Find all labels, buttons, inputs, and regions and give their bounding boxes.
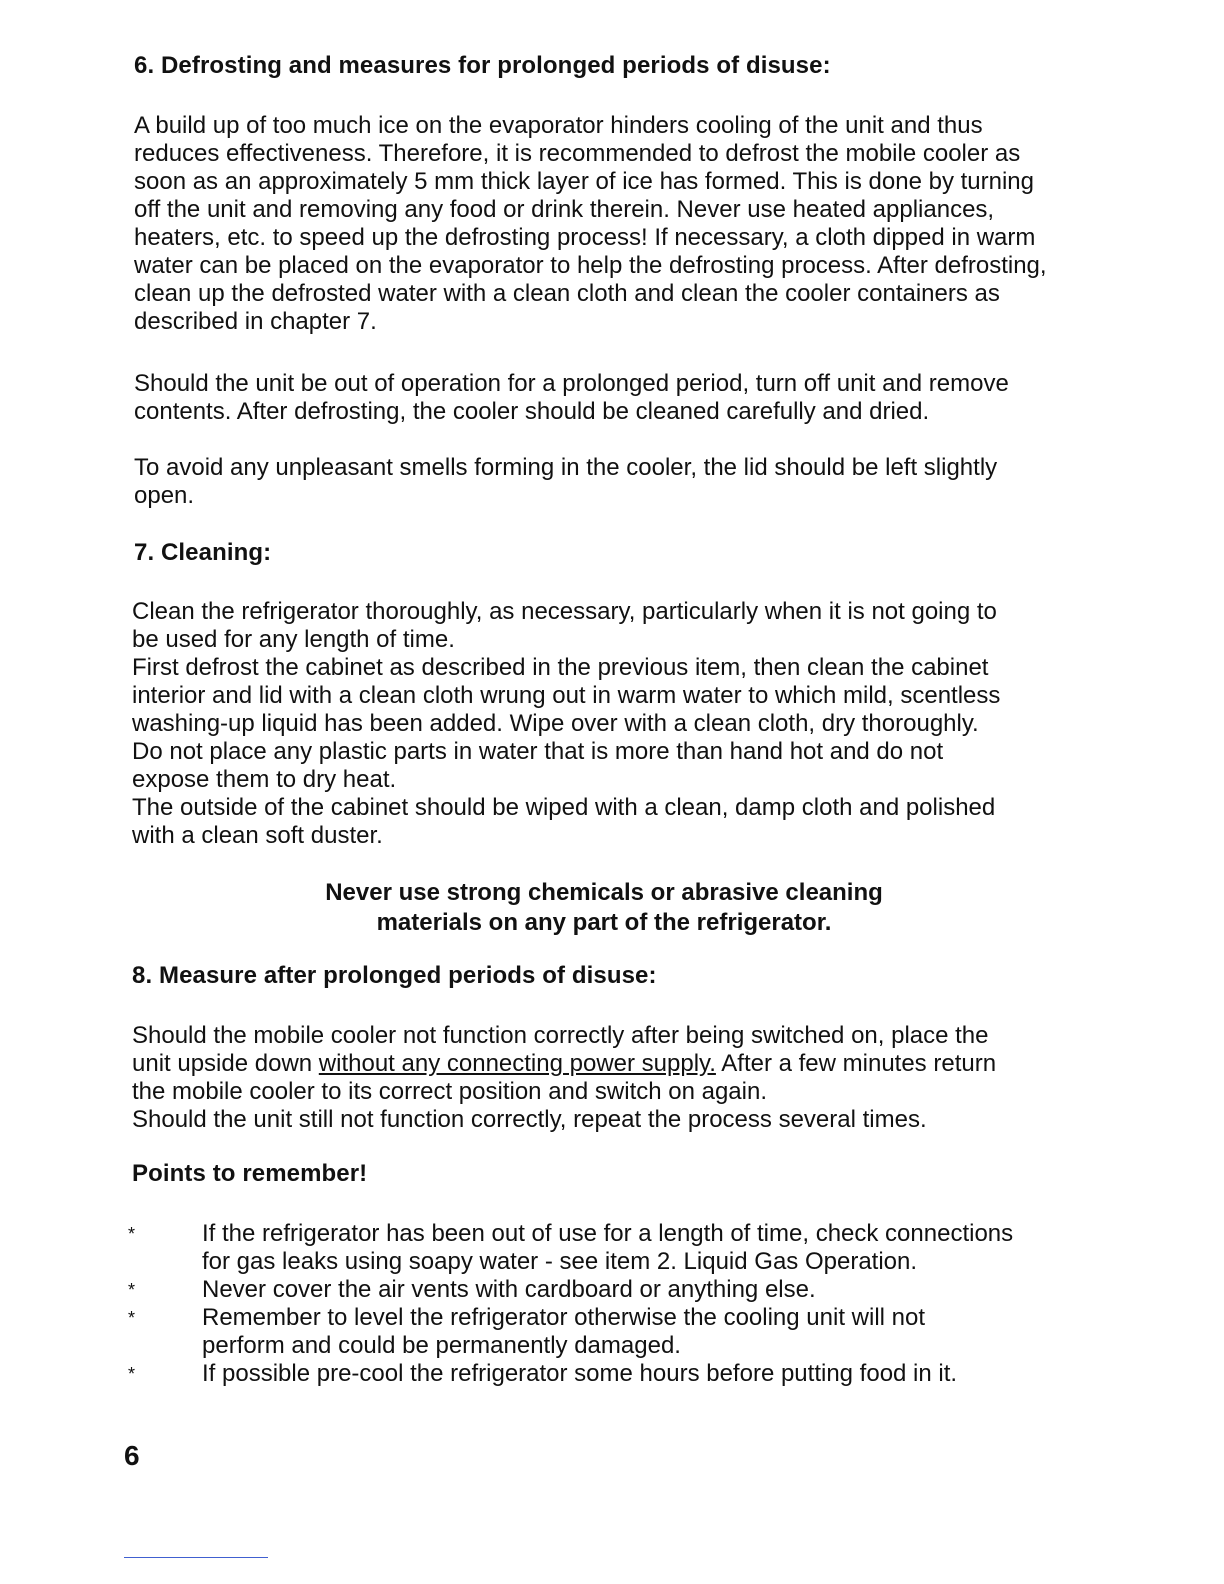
text-fragment: After a few minutes return xyxy=(715,1050,997,1077)
section-7-heading: 7. Cleaning: xyxy=(134,539,272,566)
text-line: Should the unit be out of operation for a prolonged period, turn off unit and remove xyxy=(134,370,1009,397)
list-item xyxy=(128,1276,1088,1304)
text-line: Should the unit still not function correctly, repeat the process several times. xyxy=(132,1106,927,1133)
text-line: for gas leaks using soapy water - see item 2. Liquid Gas Operation. xyxy=(202,1248,918,1275)
text-line: If the refrigerator has been out of use for a length of time, check connections xyxy=(202,1220,1014,1247)
footer-divider xyxy=(124,1557,268,1558)
text-line: Should the mobile cooler not function correctly after being switched on, place the xyxy=(132,1022,989,1049)
section-7-paragraph xyxy=(132,598,1000,850)
section-6-paragraph-2 xyxy=(134,370,1009,426)
cleaning-warning-notice xyxy=(298,878,910,938)
text-line: off the unit and removing any food or drink therein. Never use heated appliances, xyxy=(134,196,995,223)
text-line: clean up the defrosted water with a clean cloth and clean the cooler containers as xyxy=(134,280,1000,307)
text-line: contents. After defrosting, the cooler should be cleaned carefully and dried. xyxy=(134,398,930,425)
page-number: 6 xyxy=(124,1440,140,1471)
text-line: washing-up liquid has been added. Wipe over with a clean cloth, dry thoroughly. xyxy=(132,710,979,737)
text-line: perform and could be permanently damaged. xyxy=(202,1332,681,1359)
text-line: open. xyxy=(134,482,195,509)
underlined-text: without any connecting power supply. xyxy=(318,1050,716,1077)
text-line: First defrost the cabinet as described in the previous item, then clean the cabinet xyxy=(132,654,989,681)
text-line: interior and lid with a clean cloth wrung out in warm water to which mild, scentless xyxy=(132,682,1001,709)
text-line: To avoid any unpleasant smells forming in the cooler, the lid should be left slightly xyxy=(134,454,998,481)
notice-line: Never use strong chemicals or abrasive cleaning xyxy=(325,879,883,906)
list-item xyxy=(128,1304,1088,1360)
text-line: described in chapter 7. xyxy=(134,308,377,335)
list-item xyxy=(128,1220,1088,1276)
section-8-paragraph xyxy=(132,1022,996,1134)
bullet-icon: * xyxy=(128,1364,136,1384)
points-list xyxy=(128,1220,1088,1388)
text-line: soon as an approximately 5 mm thick layer of ice has formed. This is done by turning xyxy=(134,168,1034,195)
section-8-heading: 8. Measure after prolonged periods of disuse: xyxy=(132,962,657,989)
text-line: expose them to dry heat. xyxy=(132,766,397,793)
text-line: A build up of too much ice on the evaporator hinders cooling of the unit and thus xyxy=(134,112,983,139)
points-to-remember-heading: Points to remember! xyxy=(132,1160,368,1187)
text-line: Never cover the air vents with cardboard or anything else. xyxy=(202,1276,816,1303)
text-fragment: unit upside down xyxy=(132,1050,319,1077)
bullet-icon: * xyxy=(128,1308,136,1328)
list-item xyxy=(128,1360,1088,1388)
text-line: If possible pre-cool the refrigerator some hours before putting food in it. xyxy=(202,1360,958,1387)
text-line: reduces effectiveness. Therefore, it is recommended to defrost the mobile cooler as xyxy=(134,140,1021,167)
text-line: heaters, etc. to speed up the defrosting process! If necessary, a cloth dipped in warm xyxy=(134,224,1036,251)
text-line: be used for any length of time. xyxy=(132,626,455,653)
bullet-icon: * xyxy=(128,1224,136,1244)
section-6-paragraph-3 xyxy=(134,454,997,510)
section-6-heading: 6. Defrosting and measures for prolonged periods of disuse: xyxy=(134,52,831,79)
bullet-icon: * xyxy=(128,1280,136,1300)
text-line: Clean the refrigerator thoroughly, as necessary, particularly when it is not going to xyxy=(132,598,997,625)
text-line xyxy=(132,1050,996,1078)
section-6-paragraph-1 xyxy=(134,112,1047,336)
text-line: with a clean soft duster. xyxy=(132,822,383,849)
text-line: Do not place any plastic parts in water that is more than hand hot and do not xyxy=(132,738,944,765)
text-line: water can be placed on the evaporator to help the defrosting process. After defrosting, xyxy=(134,252,1047,279)
text-line: The outside of the cabinet should be wiped with a clean, damp cloth and polished xyxy=(132,794,996,821)
text-line: the mobile cooler to its correct position and switch on again. xyxy=(132,1078,768,1105)
notice-line: materials on any part of the refrigerator. xyxy=(376,909,832,936)
text-line: Remember to level the refrigerator otherwise the cooling unit will not xyxy=(202,1304,926,1331)
